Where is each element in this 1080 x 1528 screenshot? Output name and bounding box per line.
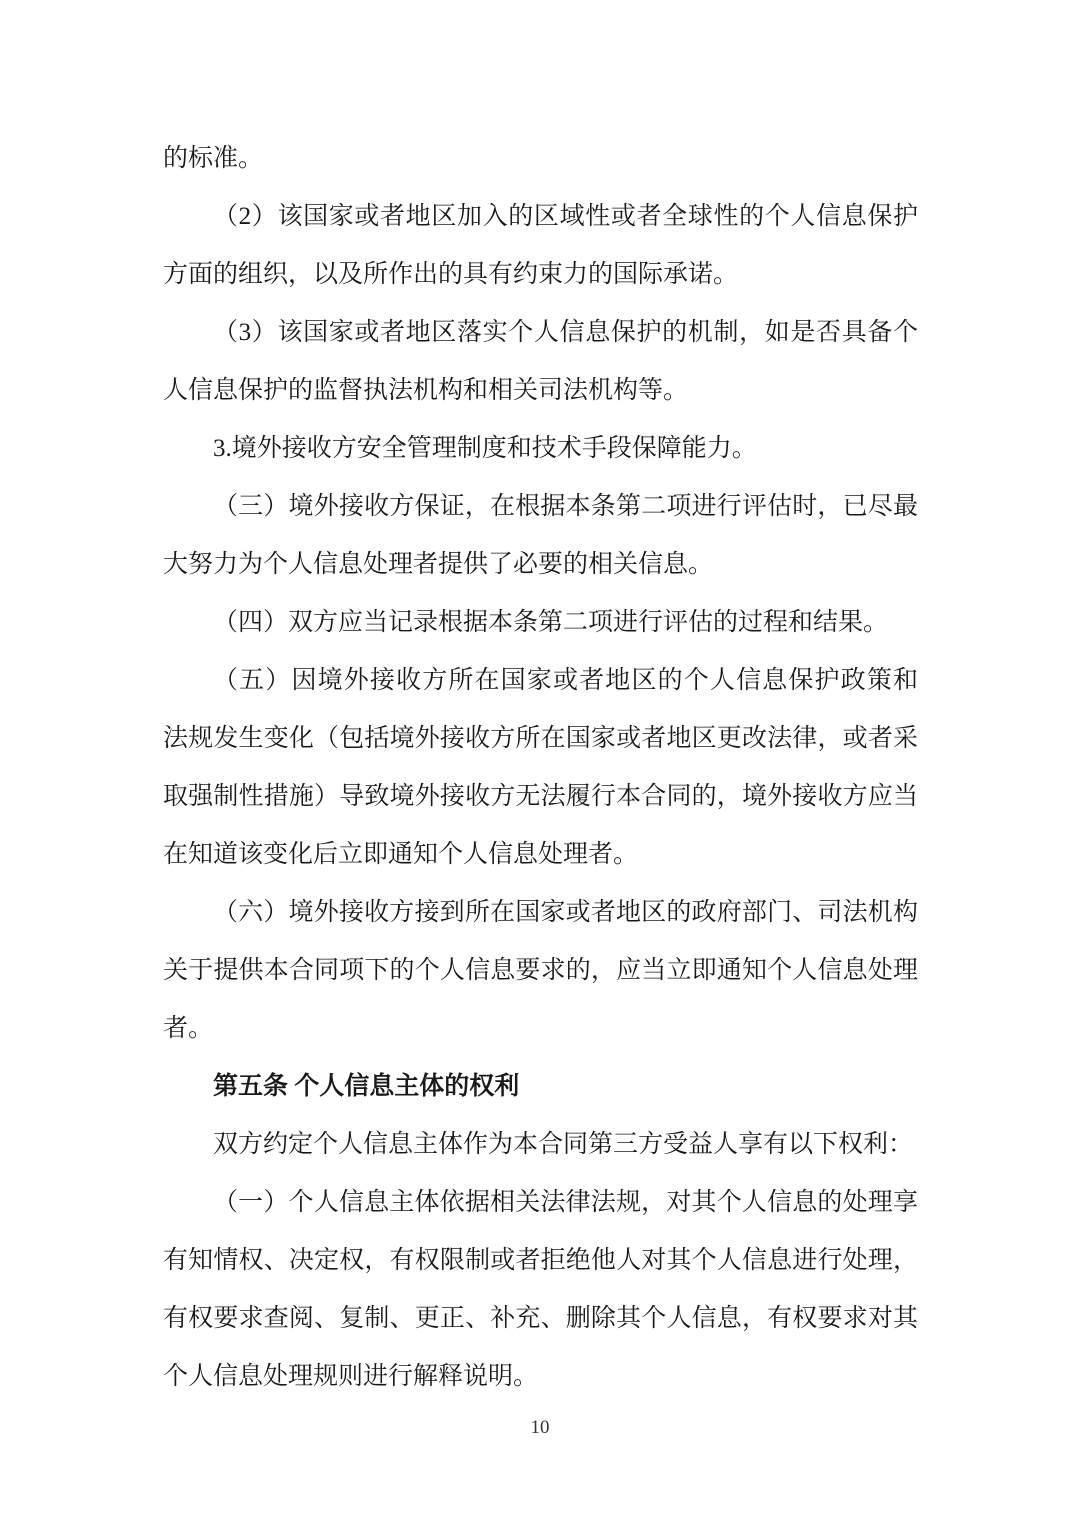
text-line: （四）双方应当记录根据本条第二项进行评估的过程和结果。: [213, 609, 889, 636]
text-lines: [163, 130, 918, 1406]
text-line: 个人信息处理规则进行解释说明。: [163, 1363, 539, 1390]
text-line: （五）因境外接收方所在国家或者地区的个人信息保护政策和: [213, 667, 918, 694]
text-line: （2）该国家或者地区加入的区域性或者全球性的个人信息保护: [213, 203, 918, 230]
text-line: 取强制性措施）导致境外接收方无法履行本合同的，境外接收方应当: [163, 783, 918, 810]
text-line: （六）境外接收方接到所在国家或者地区的政府部门、司法机构: [213, 899, 918, 926]
text-line: 的标准。: [163, 145, 264, 172]
text-line: （三）境外接收方保证，在根据本条第二项进行评估时，已尽最: [213, 493, 918, 520]
text-line: 法规发生变化（包括境外接收方所在国家或者地区更改法律，或者采: [163, 725, 918, 752]
text-line: 关于提供本合同项下的个人信息要求的，应当立即通知个人信息处理: [163, 957, 918, 984]
page-number: 10: [530, 1417, 550, 1438]
text-line: 双方约定个人信息主体作为本合同第三方受益人享有以下权利：: [213, 1131, 914, 1158]
text-line: 人信息保护的监督执法机构和相关司法机构等。: [163, 377, 689, 404]
text-line: （3）该国家或者地区落实个人信息保护的机制，如是否具备个: [213, 319, 918, 346]
text-line: 有权要求查阅、复制、更正、补充、删除其个人信息，有权要求对其: [163, 1305, 918, 1332]
text-line: 大努力为个人信息处理者提供了必要的相关信息。: [163, 551, 714, 578]
text-line: 在知道该变化后立即通知个人信息处理者。: [163, 841, 639, 868]
text-line: 3.境外接收方安全管理制度和技术手段保障能力。: [213, 435, 757, 462]
heading-line: 第五条 个人信息主体的权利: [213, 1073, 520, 1100]
text-line: 有知情权、决定权，有权限制或者拒绝他人对其个人信息进行处理，: [163, 1247, 918, 1274]
text-line: 者。: [163, 1015, 214, 1042]
text-line: 方面的组织，以及所作出的具有约束力的国际承诺。: [163, 261, 739, 288]
text-line: （一）个人信息主体依据相关法律法规，对其个人信息的处理享: [213, 1189, 918, 1216]
